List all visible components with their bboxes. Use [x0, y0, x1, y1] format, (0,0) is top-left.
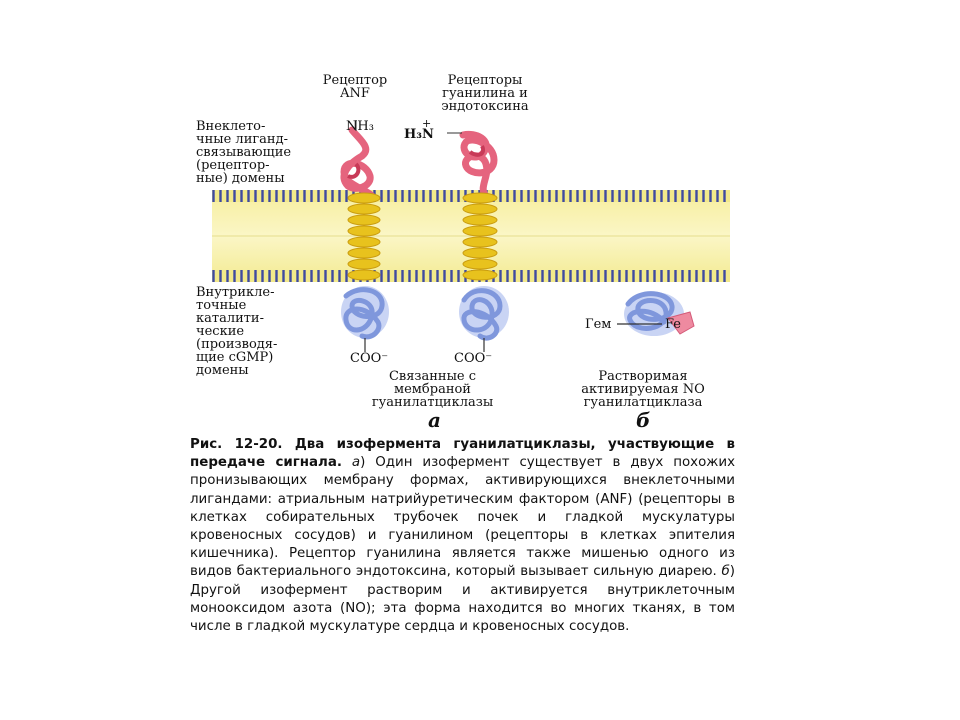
caption-part-a: ) Один изофермент существует в двух похожих пронизывающих мембрану формах, активирующихся внеклеточными лигандами: атриальным натрийуретическим фактором (ANF) (рецепторы в клетках собирательных трубочек почек и гладкой мускулатуры кровеносных сосудов) и гуанилином (рецепторы в клетках эпителия кишечника). Рецептор гуанилина является также мишенью одного из видов бактериального эндотоксина, который вызывает сильную диарею.: [190, 455, 735, 580]
caption-part-b: ) Другой изофермент растворим и активируется внутриклеточным монооксидом азота (NO); эта форма находится во многих тканях, в том числе в гладкой мускулатуре сердца и кровеносных сосудов.: [190, 564, 735, 635]
figure-caption: [190, 436, 735, 636]
guanylin-catalytic-domain: [459, 286, 509, 338]
label-heme: Гем: [585, 317, 612, 332]
label-soluble-cyclase: Растворимая активируемая NO гуанилатциклаза: [581, 369, 705, 410]
label-extracellular-domains: Внеклето- чные лиганд- связывающие (рецептор- ные) домены: [196, 119, 292, 186]
label-plus: +: [422, 117, 432, 130]
label-coo-1: COO⁻: [350, 351, 389, 366]
panel-label-b: б: [636, 408, 651, 432]
label-h3n: H₃N: [404, 127, 434, 142]
label-nh3: NH₃: [346, 119, 374, 134]
label-fe: Fe: [665, 317, 682, 332]
caption-title: Рис. 12-20. Два изофермента гуанилатциклазы, участвующие в передаче сигнала.: [190, 437, 735, 471]
panel-label-a: а: [428, 408, 441, 432]
label-membrane-bound: Связанные с мембраной гуанилатциклазы: [371, 369, 494, 410]
label-anf-receptor: Рецептор ANF: [322, 73, 388, 101]
anf-catalytic-domain: [341, 286, 389, 338]
soluble-guanylate-cyclase: [617, 292, 694, 336]
anf-extracellular-domain: [344, 130, 372, 196]
label-intracellular-domains: Внутрикле- точные каталити- ческие (производя- щие cGMP) домены: [196, 285, 278, 378]
label-coo-2: COO⁻: [454, 351, 493, 366]
label-guanylin-receptors: Рецепторы гуанилина и эндотоксина: [441, 73, 529, 114]
caption-marker-b: б: [721, 564, 730, 580]
caption-marker-a: а: [351, 455, 361, 471]
guanylin-extracellular-domain: [463, 134, 494, 196]
